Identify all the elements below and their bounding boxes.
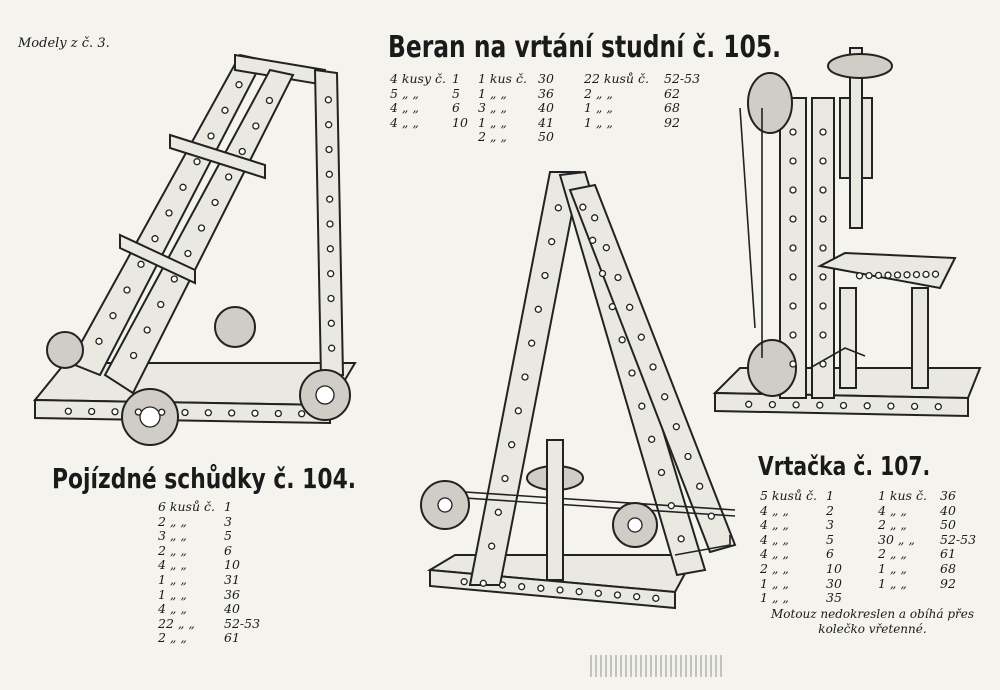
strip-hole [239,149,245,155]
strip-hole [627,304,633,310]
illustration-model-104 [25,45,370,465]
strip-hole [266,98,272,104]
strip-hole [131,353,137,359]
parts-row [760,591,992,606]
strip-hole [820,129,826,135]
strip-hole [135,409,141,415]
strip-hole [619,337,625,343]
strip-hole [793,402,799,408]
parts-number: 92 [664,114,680,130]
parts-number: 52-53 [940,531,977,547]
parts-number: 36 [224,586,240,602]
parts-quantity: 2 „ „ [878,546,907,562]
parts-quantity: 2 „ „ [478,129,507,145]
illustration-model-107 [700,38,990,433]
parts-quantity: 4 „ „ [878,502,907,518]
strip-hole [923,271,929,277]
parts-quantity: 1 „ „ [158,571,187,587]
parts-row [760,489,992,504]
strip-hole [509,442,515,448]
parts-list-107 [760,489,992,606]
strip-hole [535,306,541,312]
strip-hole [65,408,71,414]
strip-hole [159,409,165,415]
parts-quantity: 1 kus č. [478,71,527,86]
parts-quantity: 1 „ „ [478,114,507,130]
parts-row [760,518,992,533]
parts-number: 62 [664,85,680,101]
parts-number: 50 [940,517,956,533]
illustration-model-105 [405,160,750,630]
strip-hole [252,410,258,416]
strip-hole [171,276,177,282]
parts-number: 40 [940,502,956,518]
strip-hole [144,327,150,333]
title-model-104: Pojízdné schůdky č. 104. [52,462,357,495]
parts-quantity: 3 „ „ [158,528,187,544]
strip-hole [790,245,796,251]
parts-quantity: 2 „ „ [158,513,187,529]
strip-hole [275,411,281,417]
parts-row [158,558,274,573]
parts-quantity: 1 „ „ [760,575,789,591]
strip-hole [639,403,645,409]
strip-hole [326,147,332,153]
strip-hole [226,174,232,180]
parts-quantity: 2 „ „ [158,630,187,646]
parts-number: 5 [452,85,460,101]
strip-hole [790,129,796,135]
strip-hole [124,287,130,293]
parts-number: 52-53 [664,71,701,86]
parts-number [452,130,478,145]
ink-stamp-mark [590,655,725,677]
parts-quantity: 30 „ „ [878,531,915,547]
strip-hole [182,410,188,416]
strip-hole [205,410,211,416]
parts-number: 10 [826,560,842,576]
strip-hole [557,587,563,593]
strip-hole [904,272,910,278]
strip-hole [590,237,596,243]
strip-hole [600,271,606,277]
parts-number: 61 [224,630,240,646]
parts-quantity: 1 „ „ [584,114,613,130]
strip-hole [790,303,796,309]
strip-hole [668,503,674,509]
parts-quantity: 1 „ „ [478,85,507,101]
strip-hole [495,509,501,515]
parts-number: 10 [224,557,240,573]
strip-hole [603,245,609,251]
parts-quantity: 1 kus č. [878,488,927,503]
strip-hole [615,592,621,598]
strip-hole [697,483,703,489]
strip-hole [629,370,635,376]
parts-number: 50 [538,129,554,145]
strip-hole [649,436,655,442]
parts-quantity: 22 „ „ [158,615,195,631]
parts-quantity: 2 „ „ [158,542,187,558]
strip-hole [327,246,333,252]
strip-hole [328,320,334,326]
strip-hole [253,123,259,129]
strip-hole [615,275,621,281]
parts-row [760,577,992,592]
parts-row [390,101,714,116]
parts-row [760,547,992,562]
strip-hole [538,585,544,591]
parts-number: 40 [538,100,554,116]
parts-number: 92 [940,575,956,591]
strip-hole [329,345,335,351]
strip-hole [326,122,332,128]
strip-hole [866,273,872,279]
strip-hole [89,409,95,415]
parts-row [760,562,992,577]
strip-hole [328,296,334,302]
strip-hole [592,215,598,221]
parts-number: 1 [452,71,460,86]
parts-quantity: 2 „ „ [584,85,613,101]
parts-number: 1 [224,499,232,514]
note-line-1: Motouz nedokreslen a obíhá přes [771,607,974,621]
strip-hole [634,594,640,600]
parts-quantity: 1 „ „ [584,100,613,116]
parts-number [940,591,992,606]
strip-hole [678,536,684,542]
parts-quantity: 2 „ „ [760,560,789,576]
strip-hole [790,361,796,367]
strip-hole [208,133,214,139]
strip-hole [650,364,656,370]
strip-hole [138,261,144,267]
parts-quantity: 1 „ „ [878,575,907,591]
strip-hole [299,411,305,417]
strip-hole [327,196,333,202]
strip-hole [820,332,826,338]
strip-hole [180,184,186,190]
strip-hole [576,589,582,595]
strip-hole [112,409,118,415]
strip-hole [522,374,528,380]
strip-hole [708,513,714,519]
strip-hole [199,225,205,231]
strip-hole [790,332,796,338]
parts-number: 36 [538,85,554,101]
title-model-107: Vrtačka č. 107. [758,452,931,482]
strip-hole [914,272,920,278]
parts-row [158,602,274,617]
strip-hole [820,245,826,251]
parts-quantity: 1 „ „ [158,586,187,602]
strip-hole [790,274,796,280]
strip-hole [662,394,668,400]
parts-quantity [390,130,452,145]
strip-hole [820,187,826,193]
strip-hole [864,403,870,409]
parts-number: 68 [940,560,956,576]
parts-quantity: 5 kusů č. [760,488,817,503]
strip-hole [502,476,508,482]
parts-quantity: 1 „ „ [878,560,907,576]
title-model-105: Beran na vrtání studní č. 105. [388,30,782,65]
parts-number: 6 [224,542,232,558]
parts-number: 68 [664,100,680,116]
parts-row [390,87,714,102]
strip-hole [895,272,901,278]
parts-number: 35 [826,590,842,606]
strip-hole [489,543,495,549]
parts-row [158,515,274,530]
strip-hole [885,272,891,278]
parts-number: 31 [224,571,240,587]
parts-row [158,617,274,632]
parts-quantity: 4 „ „ [760,517,789,533]
parts-number: 2 [826,502,834,518]
parts-list-104 [158,500,274,646]
strip-hole [236,82,242,88]
parts-quantity: 4 „ „ [760,531,789,547]
parts-quantity: 4 kusy č. [390,71,446,86]
parts-quantity [584,130,664,145]
parts-number: 40 [224,601,240,617]
strip-hole [326,171,332,177]
parts-number: 6 [826,546,834,562]
parts-quantity: 22 kusů č. [584,71,649,86]
note-line-2: kolečko vřetenné. [818,622,927,636]
parts-row [158,588,274,603]
strip-hole [790,187,796,193]
strip-hole [229,410,235,416]
parts-number: 52-53 [224,615,261,631]
strip-hole [110,313,116,319]
parts-number: 61 [940,546,956,562]
strip-hole [152,236,158,242]
parts-quantity: 6 kusů č. [158,499,215,514]
strip-hole [595,590,601,596]
parts-quantity: 5 „ „ [390,85,419,101]
parts-row [390,130,714,145]
strip-hole [820,158,826,164]
parts-number: 5 [826,531,834,547]
parts-row [390,116,714,131]
parts-number: 5 [224,528,232,544]
parts-number: 3 [826,517,834,533]
strip-hole [638,334,644,340]
strip-hole [673,424,679,430]
strip-hole [166,210,172,216]
strip-hole [519,584,525,590]
strip-hole [790,216,796,222]
parts-quantity: 2 „ „ [878,517,907,533]
parts-number: 6 [452,100,460,116]
strip-hole [158,302,164,308]
strip-hole [500,582,506,588]
strip-hole [790,158,796,164]
strip-hole [609,304,615,310]
strip-hole [480,580,486,586]
strip-hole [888,403,894,409]
strip-hole [841,403,847,409]
parts-number: 3 [224,513,232,529]
strip-hole [912,403,918,409]
strip-hole [820,361,826,367]
strip-hole [194,159,200,165]
strip-hole [933,271,939,277]
parts-quantity: 1 „ „ [760,590,789,606]
parts-quantity: 4 „ „ [158,601,187,617]
parts-row [760,504,992,519]
parts-row [158,573,274,588]
parts-row [158,500,274,515]
strip-hole [659,470,665,476]
parts-row [158,544,274,559]
parts-number: 10 [452,114,468,130]
strip-hole [580,204,586,210]
parts-quantity: 4 „ „ [760,546,789,562]
strip-hole [746,401,752,407]
parts-quantity: 4 „ „ [390,114,419,130]
strip-hole [222,107,228,113]
strip-hole [96,338,102,344]
strip-hole [769,402,775,408]
parts-number: 30 [538,71,554,86]
strip-hole [820,303,826,309]
strip-hole [328,271,334,277]
parts-row [760,533,992,548]
parts-number: 30 [826,575,842,591]
parts-row [158,529,274,544]
parts-quantity: 4 „ „ [760,502,789,518]
parts-number: 1 [826,488,834,503]
strip-hole [461,579,467,585]
parts-quantity: 4 „ „ [390,100,419,116]
parts-row [390,72,714,87]
parts-quantity: 4 „ „ [158,557,187,573]
strip-hole [515,408,521,414]
parts-number: 36 [940,488,956,503]
parts-number: 41 [538,114,554,130]
strip-hole [653,595,659,601]
strip-hole [935,404,941,410]
strip-hole [555,205,561,211]
strip-hole [529,340,535,346]
strip-hole [820,216,826,222]
strip-hole [817,402,823,408]
strip-hole [685,454,691,460]
page-header-label: Modely z č. 3. [18,36,110,51]
note-model-107 [760,607,985,637]
strip-hole [325,97,331,103]
strip-hole [549,239,555,245]
parts-list-105 [390,72,714,145]
parts-quantity [878,591,940,606]
strip-hole [327,221,333,227]
strip-hole [820,274,826,280]
parts-quantity: 3 „ „ [478,100,507,116]
strip-hole [876,272,882,278]
strip-hole [857,273,863,279]
strip-hole [212,200,218,206]
parts-row [158,631,274,646]
strip-hole [542,273,548,279]
strip-hole [185,251,191,257]
